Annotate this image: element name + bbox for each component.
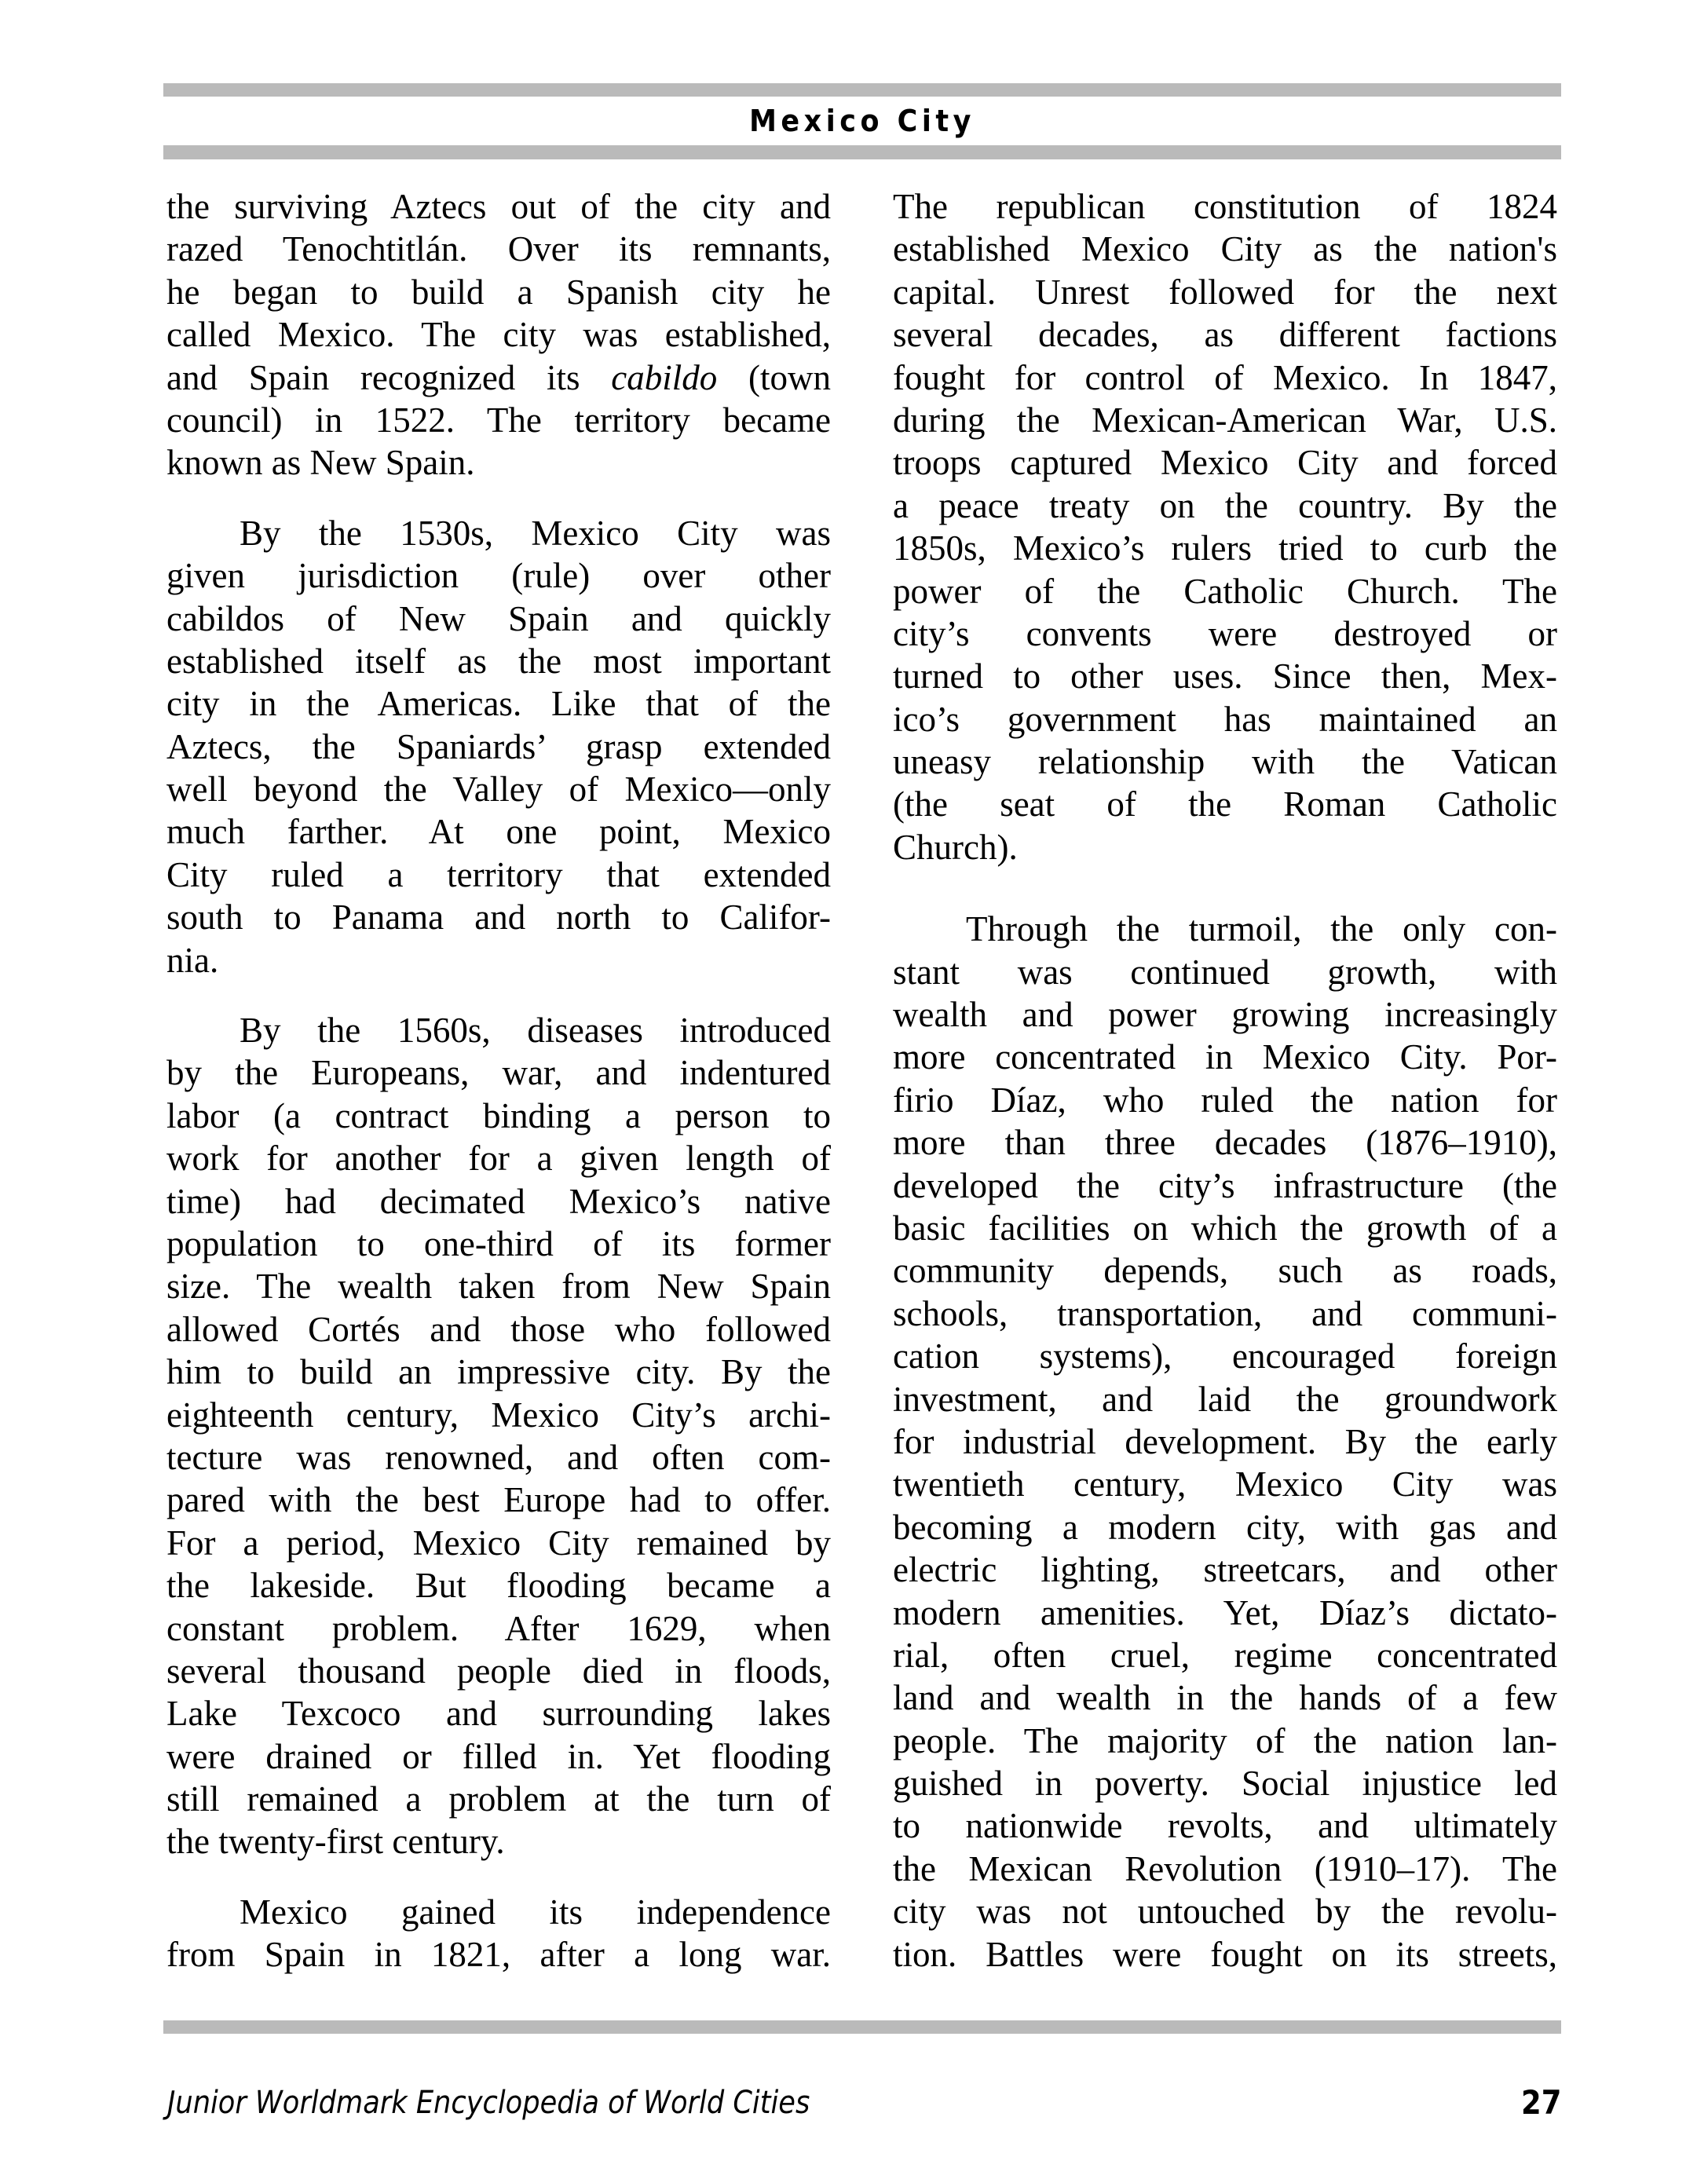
text-line: tion. Battles were fought on its streets, — [893, 1934, 1557, 1974]
text-line: becoming a modern city, with gas and — [893, 1507, 1557, 1547]
text-line: razed Tenochtitlán. Over its remnants, — [166, 229, 831, 269]
paragraph — [166, 185, 831, 484]
text-line: Aztecs, the Spaniards’ grasp extended — [166, 726, 831, 766]
text-line: The republican constitution of 1824 — [893, 187, 1557, 226]
text-line: wealth and power growing increasingly — [893, 995, 1557, 1035]
text-line: stant was continued growth, with — [893, 952, 1557, 992]
text-line: for industrial development. By the early — [893, 1421, 1557, 1461]
text-line: time) had decimated Mexico’s native — [166, 1181, 831, 1221]
text-line: well beyond the Valley of Mexico—only — [166, 770, 831, 810]
text-line: population to one-third of its former — [166, 1223, 831, 1263]
text-line: By the 1560s, diseases introduced — [240, 1011, 831, 1051]
text-line: tecture was renowned, and often com- — [166, 1437, 831, 1477]
text-line: the surviving Aztecs out of the city and — [166, 187, 831, 226]
text-line: Mexico gained its independence — [240, 1892, 831, 1932]
text-column-left — [166, 185, 831, 1976]
text-line: established Mexico City as the nation's — [893, 229, 1557, 269]
text-line: firio Díaz, who ruled the nation for — [893, 1080, 1557, 1120]
text-line: people. The majority of the nation lan- — [893, 1720, 1557, 1760]
text-line: guished in poverty. Social injustice led — [893, 1764, 1557, 1804]
text-line: electric lighting, streetcars, and other — [893, 1550, 1557, 1590]
text-line: allowed Cortés and those who followed — [166, 1309, 831, 1349]
paragraph — [893, 908, 1557, 1976]
text-line: work for another for a given length of — [166, 1139, 831, 1179]
text-line: size. The wealth taken from New Spain — [166, 1267, 831, 1307]
text-line: twentieth century, Mexico City was — [893, 1464, 1557, 1504]
italic-term: cabildo — [611, 357, 718, 397]
text-line: during the Mexican-American War, U.S. — [893, 400, 1557, 440]
text-line: several decades, as different factions — [893, 315, 1557, 355]
text-line: community depends, such as roads, — [893, 1251, 1557, 1291]
paragraph — [893, 185, 1557, 868]
text-line: a peace treaty on the country. By the — [893, 485, 1557, 525]
text-line: fought for control of Mexico. In 1847, — [893, 357, 1557, 397]
text-line: troops captured Mexico City and forced — [893, 443, 1557, 483]
text-line: eighteenth century, Mexico City’s archi- — [166, 1395, 831, 1435]
text-line: pared with the best Europe had to offer. — [166, 1480, 831, 1520]
text-column-right — [893, 185, 1557, 1976]
text-line: power of the Catholic Church. The — [893, 571, 1557, 611]
text-line: ico’s government has maintained an — [893, 699, 1557, 739]
text-line: from Spain in 1821, after a long war. — [166, 1935, 831, 1975]
text-line: 1850s, Mexico’s rulers tried to curb the — [893, 528, 1557, 569]
text-line: to nationwide revolts, and ultimately — [893, 1806, 1557, 1846]
text-line: city in the Americas. Like that of the — [166, 684, 831, 724]
page-number: 27 — [1520, 2083, 1561, 2122]
text-line: schools, transportation, and communi- — [893, 1293, 1557, 1333]
text-line: more than three decades (1876–1910), — [893, 1123, 1557, 1163]
text-line: land and wealth in the hands of a few — [893, 1678, 1557, 1718]
text-line: capital. Unrest followed for the next — [893, 272, 1557, 312]
text-line: Church). — [893, 827, 1018, 867]
text-line: basic facilities on which the growth of a — [893, 1208, 1557, 1248]
text-line: much farther. At one point, Mexico — [166, 812, 831, 852]
text-line: By the 1530s, Mexico City was — [240, 513, 831, 553]
text-line: still remained a problem at the turn of — [166, 1779, 831, 1819]
text-line: by the Europeans, war, and indentured — [166, 1053, 831, 1093]
text-line: constant problem. After 1629, when — [166, 1608, 831, 1648]
text-line: established itself as the most important — [166, 641, 831, 681]
text-line: rial, often cruel, regime concentrated — [893, 1635, 1557, 1675]
footer-book-title: Junior Worldmark Encyclopedia of World Cities — [167, 2085, 810, 2121]
text-segment: (town — [717, 357, 831, 397]
text-line: several thousand people died in floods, — [166, 1651, 831, 1691]
text-line: city’s convents were destroyed or — [893, 613, 1557, 653]
text-line: Lake Texcoco and surrounding lakes — [166, 1694, 831, 1734]
text-line: cabildos of New Spain and quickly — [166, 598, 831, 638]
text-line: labor (a contract binding a person to — [166, 1095, 831, 1135]
header-rule-bottom — [163, 145, 1561, 159]
text-line: south to Panama and north to Califor- — [166, 898, 831, 938]
text-line: the lakeside. But flooding became a — [166, 1566, 831, 1606]
text-line: more concentrated in Mexico City. Por- — [893, 1037, 1557, 1077]
text-line: City ruled a territory that extended — [166, 854, 831, 894]
text-line: uneasy relationship with the Vatican — [893, 742, 1557, 782]
text-segment: and Spain recognized its — [166, 357, 612, 397]
text-line: city was not untouched by the revolu- — [893, 1892, 1557, 1932]
text-line: the twenty-first century. — [166, 1822, 505, 1862]
text-line: him to build an impressive city. By the — [166, 1352, 831, 1392]
text-line: council) in 1522. The territory became — [166, 400, 831, 440]
text-line — [166, 356, 831, 399]
text-line: he began to build a Spanish city he — [166, 272, 831, 312]
text-line: known as New Spain. — [166, 443, 475, 483]
text-line: the Mexican Revolution (1910–17). The — [893, 1848, 1557, 1888]
paragraph — [166, 512, 831, 982]
text-line: investment, and laid the groundwork — [893, 1379, 1557, 1419]
text-line: turned to other uses. Since then, Mex- — [893, 656, 1557, 696]
text-line: given jurisdiction (rule) over other — [166, 556, 831, 596]
text-line: cation systems), encouraged foreign — [893, 1336, 1557, 1376]
text-line: modern amenities. Yet, Díaz’s dictato- — [893, 1592, 1557, 1632]
paragraph — [166, 1009, 831, 1863]
text-line: called Mexico. The city was established, — [166, 315, 831, 355]
running-head-title: Mexico City — [749, 104, 975, 138]
text-line: nia. — [166, 940, 219, 980]
text-line: (the seat of the Roman Catholic — [893, 784, 1557, 824]
text-line: developed the city’s infrastructure (the — [893, 1165, 1557, 1205]
footer-rule — [163, 2020, 1561, 2034]
text-line: Through the turmoil, the only con- — [966, 909, 1557, 949]
text-line: For a period, Mexico City remained by — [166, 1523, 831, 1563]
paragraph — [166, 1891, 831, 1976]
text-line: were drained or filled in. Yet flooding — [166, 1736, 831, 1776]
header-rule-top — [163, 83, 1561, 97]
